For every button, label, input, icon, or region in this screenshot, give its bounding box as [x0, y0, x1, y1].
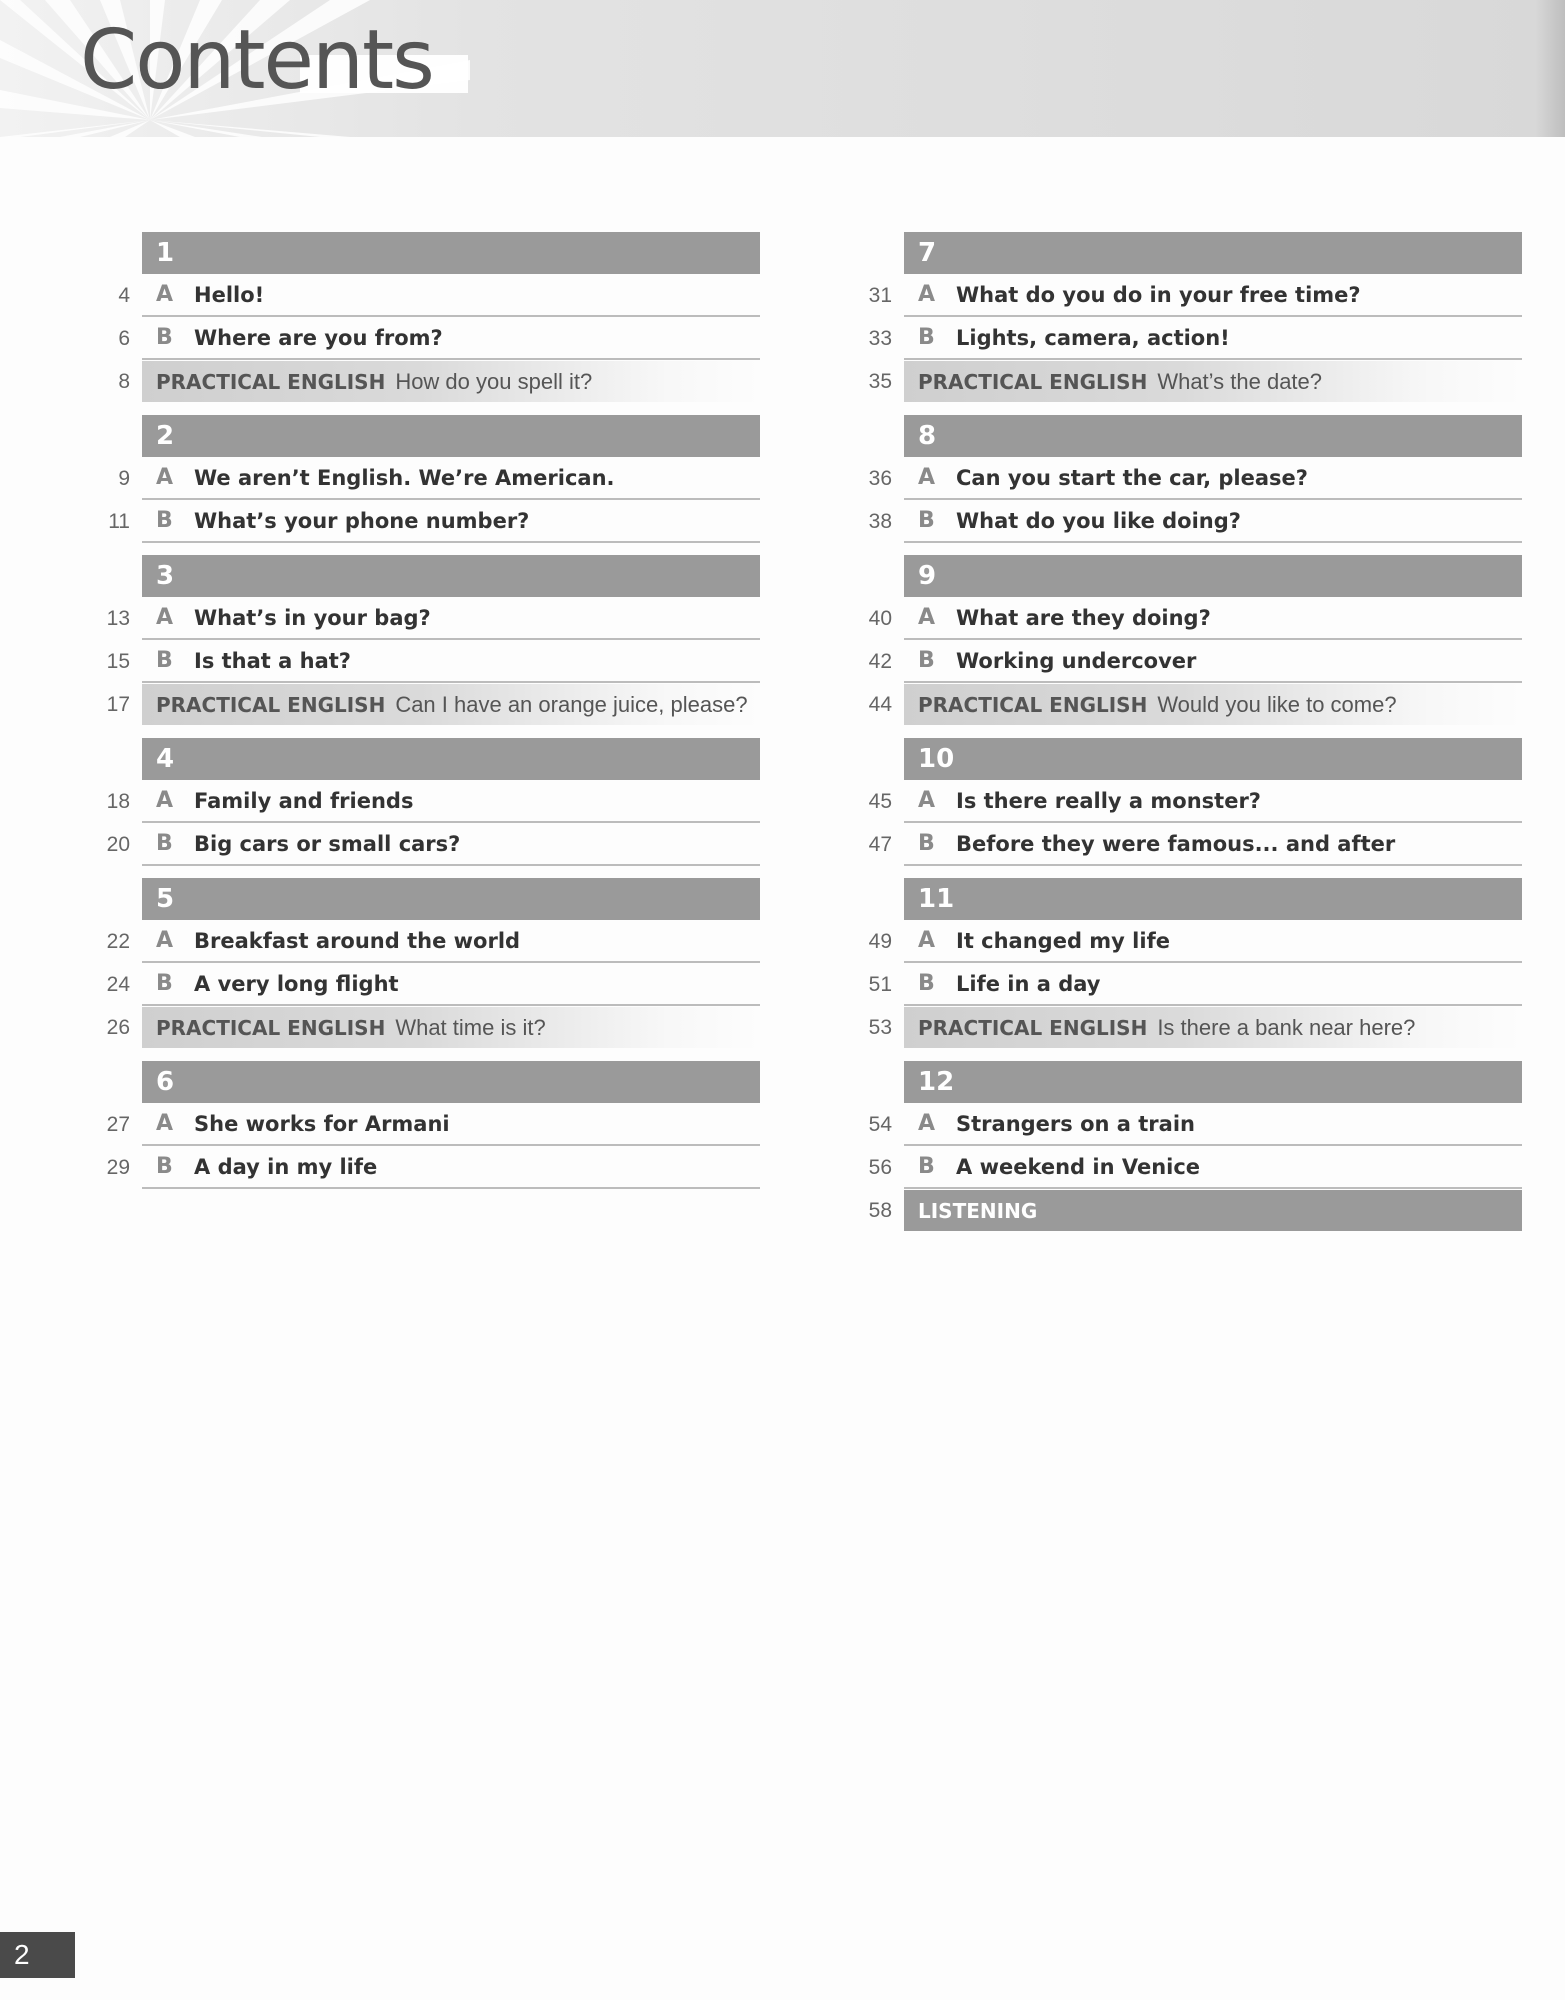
page-number: 2 [0, 1932, 75, 1978]
lesson-title: Is there really a monster? [956, 788, 1261, 813]
unit-spacer [100, 726, 840, 738]
lesson-letter: B [156, 325, 173, 350]
lesson-title: What do you like doing? [956, 508, 1241, 533]
lesson-entry[interactable] [904, 780, 1522, 823]
lesson-title: It changed my life [956, 928, 1170, 953]
page-ref: 53 [868, 1015, 892, 1039]
unit-header: 5 [142, 878, 760, 920]
lesson-row[interactable] [100, 640, 840, 683]
lesson-row[interactable] [100, 274, 840, 317]
unit-spacer [862, 726, 1565, 738]
unit-header: 3 [142, 555, 760, 597]
lesson-title: What’s your phone number? [194, 508, 530, 533]
lesson-letter: A [918, 465, 936, 490]
lesson-row[interactable] [100, 597, 840, 640]
lesson-row[interactable] [862, 823, 1565, 866]
lesson-title: Is that a hat? [194, 648, 351, 673]
page-ref: 54 [868, 1112, 892, 1136]
lesson-title: Working undercover [956, 648, 1197, 673]
lesson-row[interactable] [862, 1103, 1565, 1146]
lesson-entry[interactable] [142, 920, 760, 963]
lesson-row[interactable] [862, 963, 1565, 1006]
lesson-letter: A [156, 282, 174, 307]
page-ref: 49 [868, 929, 892, 953]
page-ref: 44 [868, 692, 892, 716]
lesson-row[interactable] [100, 317, 840, 360]
lesson-entry[interactable] [142, 1146, 760, 1189]
practical-english-row[interactable] [862, 683, 1565, 726]
lesson-title: We aren’t English. We’re American. [194, 465, 615, 490]
lesson-entry[interactable] [904, 1103, 1522, 1146]
unit-spacer [100, 1049, 840, 1061]
practical-english-title: Is there a bank near here? [1157, 1014, 1416, 1040]
practical-english-entry[interactable] [904, 361, 1522, 402]
practical-english-row[interactable] [100, 683, 840, 726]
practical-english-title: Would you like to come? [1157, 691, 1397, 717]
page-ref: 27 [106, 1112, 130, 1136]
practical-english-entry[interactable] [142, 684, 760, 725]
unit-spacer [862, 543, 1565, 555]
lesson-letter: B [918, 831, 935, 856]
listening-label: LISTENING [918, 1198, 1038, 1223]
lesson-title: Before they were famous... and after [956, 831, 1396, 856]
page-ref: 51 [868, 972, 892, 996]
page-ref: 56 [868, 1155, 892, 1179]
lesson-title: A weekend in Venice [956, 1154, 1201, 1179]
lesson-title: Life in a day [956, 971, 1101, 996]
lesson-row[interactable] [100, 1146, 840, 1189]
lesson-entry[interactable] [142, 500, 760, 543]
lesson-letter: A [156, 788, 174, 813]
lesson-letter: B [918, 648, 935, 673]
lesson-row[interactable] [862, 920, 1565, 963]
lesson-letter: B [918, 971, 935, 996]
unit-header: 7 [904, 232, 1522, 274]
lesson-letter: A [156, 1111, 174, 1136]
lesson-letter: A [156, 465, 174, 490]
page-ref: 31 [868, 283, 892, 307]
lesson-letter: A [918, 1111, 936, 1136]
page-ref: 29 [106, 1155, 130, 1179]
lesson-entry[interactable] [904, 640, 1522, 683]
unit-spacer [100, 403, 840, 415]
practical-english-row[interactable] [862, 360, 1565, 403]
lesson-entry[interactable] [142, 597, 760, 640]
page-ref: 26 [106, 1015, 130, 1039]
lesson-letter: A [918, 282, 936, 307]
lesson-entry[interactable] [904, 823, 1522, 866]
page-ref: 4 [118, 283, 130, 307]
lesson-entry[interactable] [904, 920, 1522, 963]
lesson-row[interactable] [862, 1146, 1565, 1189]
practical-english-row[interactable] [100, 360, 840, 403]
practical-english-title: Can I have an orange juice, please? [395, 691, 748, 717]
unit-header: 2 [142, 415, 760, 457]
page-ref: 9 [118, 466, 130, 490]
unit-header: 11 [904, 878, 1522, 920]
lesson-title: Can you start the car, please? [956, 465, 1308, 490]
page-ref: 35 [868, 369, 892, 393]
lesson-entry[interactable] [142, 963, 760, 1006]
page-title: Contents [80, 13, 433, 108]
unit-spacer [100, 543, 840, 555]
lesson-entry[interactable] [904, 274, 1522, 317]
practical-english-title: What’s the date? [1157, 368, 1323, 394]
page-ref: 40 [868, 606, 892, 630]
lesson-row[interactable] [100, 920, 840, 963]
lesson-title: She works for Armani [194, 1111, 450, 1136]
listening-row[interactable] [862, 1189, 1565, 1232]
lesson-letter: A [918, 605, 936, 630]
lesson-letter: B [918, 508, 935, 533]
lesson-row[interactable] [100, 780, 840, 823]
lesson-letter: B [156, 508, 173, 533]
unit-header: 12 [904, 1061, 1522, 1103]
practical-english-label: PRACTICAL ENGLISH [156, 1015, 386, 1040]
contents-left-column [100, 232, 840, 1189]
page-ref: 45 [868, 789, 892, 813]
lesson-letter: B [918, 1154, 935, 1179]
page-edge-shadow [1535, 0, 1565, 137]
page-ref: 13 [106, 606, 130, 630]
lesson-letter: A [918, 928, 936, 953]
lesson-title: Family and friends [194, 788, 414, 813]
lesson-entry[interactable] [142, 457, 760, 500]
unit-header: 8 [904, 415, 1522, 457]
unit-header: 4 [142, 738, 760, 780]
unit-header: 1 [142, 232, 760, 274]
lesson-title: Big cars or small cars? [194, 831, 461, 856]
page-ref: 15 [106, 649, 130, 673]
contents-right-column [862, 232, 1565, 1232]
lesson-entry[interactable] [142, 780, 760, 823]
practical-english-title: How do you spell it? [395, 368, 593, 394]
page-ref: 6 [118, 326, 130, 350]
unit-spacer [862, 403, 1565, 415]
practical-english-entry[interactable] [904, 1007, 1522, 1048]
lesson-title: What’s in your bag? [194, 605, 431, 630]
lesson-entry[interactable] [142, 823, 760, 866]
lesson-row[interactable] [100, 500, 840, 543]
practical-english-title: What time is it? [395, 1014, 546, 1040]
lesson-row[interactable] [100, 823, 840, 866]
page-ref: 22 [106, 929, 130, 953]
lesson-letter: A [156, 928, 174, 953]
page-ref: 24 [106, 972, 130, 996]
lesson-row[interactable] [862, 317, 1565, 360]
page-ref: 11 [108, 509, 130, 533]
page-ref: 33 [868, 326, 892, 350]
unit-header: 10 [904, 738, 1522, 780]
lesson-entry[interactable] [904, 317, 1522, 360]
page-header [0, 0, 1565, 137]
lesson-entry[interactable] [142, 274, 760, 317]
lesson-entry[interactable] [142, 640, 760, 683]
practical-english-label: PRACTICAL ENGLISH [156, 692, 386, 717]
lesson-row[interactable] [100, 457, 840, 500]
page-ref: 18 [106, 789, 130, 813]
page-ref: 38 [868, 509, 892, 533]
lesson-title: A day in my life [194, 1154, 378, 1179]
lesson-row[interactable] [862, 500, 1565, 543]
lesson-title: A very long flight [194, 971, 399, 996]
lesson-title: Hello! [194, 282, 265, 307]
lesson-title: Breakfast around the world [194, 928, 521, 953]
lesson-letter: B [918, 325, 935, 350]
lesson-entry[interactable] [904, 597, 1522, 640]
lesson-title: Strangers on a train [956, 1111, 1195, 1136]
lesson-entry[interactable] [904, 1146, 1522, 1189]
lesson-title: What are they doing? [956, 605, 1211, 630]
lesson-letter: A [918, 788, 936, 813]
page-ref: 47 [868, 832, 892, 856]
page-ref: 17 [106, 692, 130, 716]
practical-english-row[interactable] [862, 1006, 1565, 1049]
practical-english-label: PRACTICAL ENGLISH [918, 369, 1148, 394]
lesson-row[interactable] [862, 274, 1565, 317]
listening-entry[interactable] [904, 1190, 1522, 1231]
practical-english-row[interactable] [100, 1006, 840, 1049]
lesson-entry[interactable] [904, 500, 1522, 543]
lesson-letter: B [156, 831, 173, 856]
lesson-row[interactable] [862, 597, 1565, 640]
lesson-row[interactable] [862, 640, 1565, 683]
lesson-row[interactable] [862, 457, 1565, 500]
page-ref: 20 [106, 832, 130, 856]
page-ref: 36 [868, 466, 892, 490]
lesson-row[interactable] [100, 963, 840, 1006]
lesson-entry[interactable] [904, 457, 1522, 500]
practical-english-entry[interactable] [904, 684, 1522, 725]
page-ref: 8 [118, 369, 130, 393]
lesson-entry[interactable] [904, 963, 1522, 1006]
lesson-entry[interactable] [142, 1103, 760, 1146]
unit-spacer [862, 866, 1565, 878]
practical-english-label: PRACTICAL ENGLISH [918, 1015, 1148, 1040]
lesson-title: Where are you from? [194, 325, 443, 350]
unit-spacer [100, 866, 840, 878]
unit-header: 9 [904, 555, 1522, 597]
lesson-letter: B [156, 648, 173, 673]
lesson-title: Lights, camera, action! [956, 325, 1230, 350]
unit-header: 6 [142, 1061, 760, 1103]
lesson-title: What do you do in your free time? [956, 282, 1361, 307]
lesson-row[interactable] [100, 1103, 840, 1146]
lesson-entry[interactable] [142, 317, 760, 360]
practical-english-label: PRACTICAL ENGLISH [156, 369, 386, 394]
page-ref: 58 [868, 1198, 892, 1222]
unit-spacer [862, 1049, 1565, 1061]
page-ref: 42 [868, 649, 892, 673]
lesson-letter: B [156, 1154, 173, 1179]
practical-english-entry[interactable] [142, 1007, 760, 1048]
lesson-letter: B [156, 971, 173, 996]
lesson-letter: A [156, 605, 174, 630]
lesson-row[interactable] [862, 780, 1565, 823]
practical-english-entry[interactable] [142, 361, 760, 402]
practical-english-label: PRACTICAL ENGLISH [918, 692, 1148, 717]
